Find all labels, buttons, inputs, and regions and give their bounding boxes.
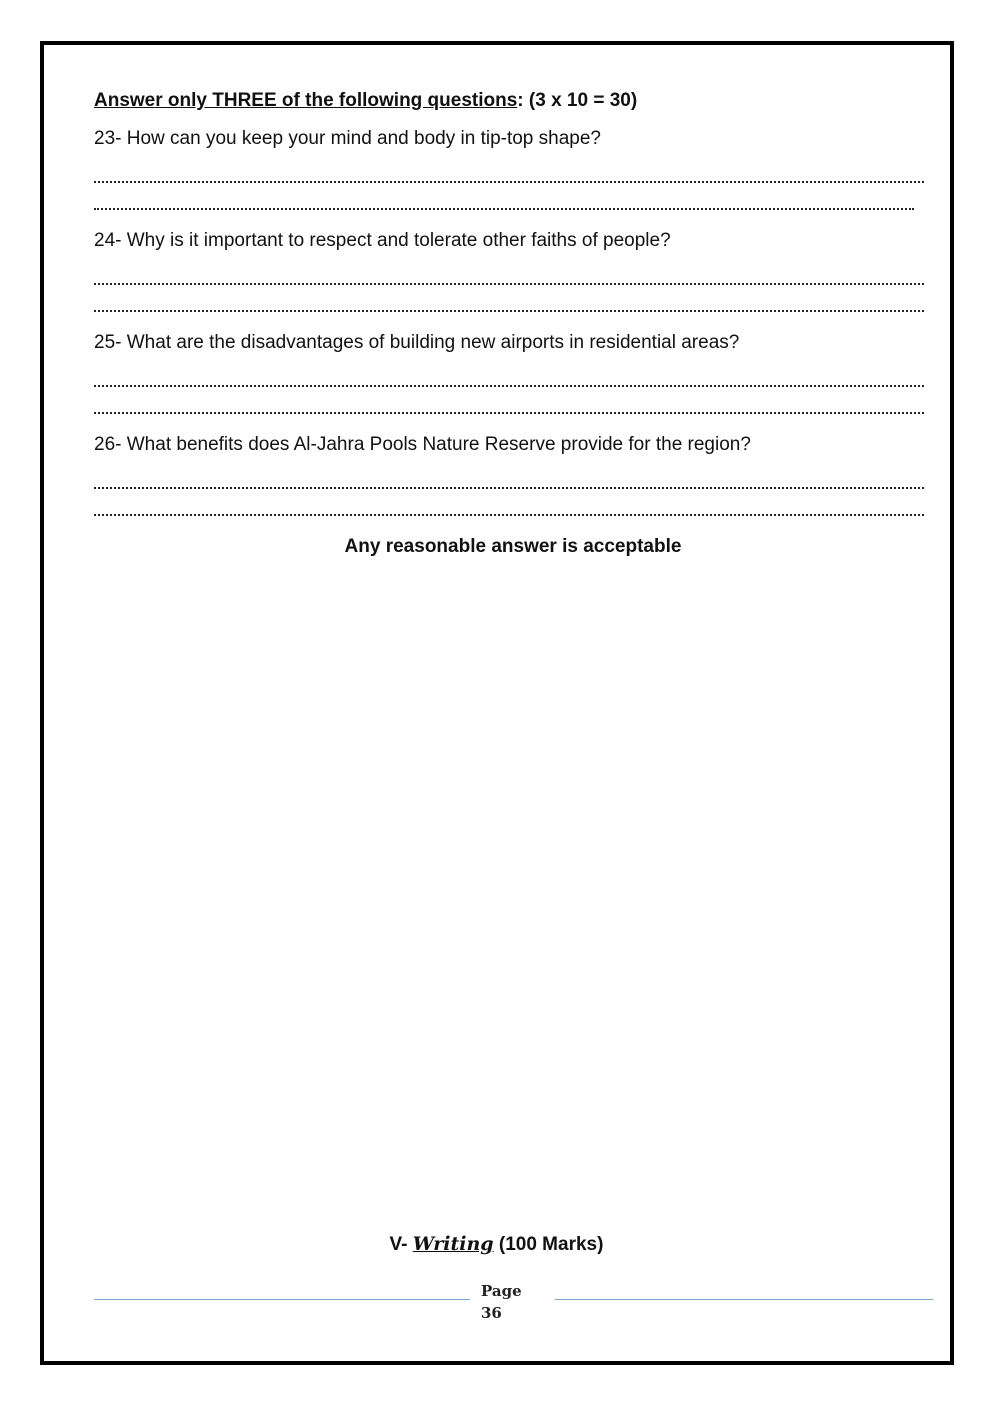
- question-23: [94, 124, 926, 154]
- section-heading-writing: [0, 1233, 993, 1256]
- page-word: Page: [481, 1282, 522, 1300]
- question-25: [94, 328, 926, 358]
- instruction-text: Answer only THREE of the following questions: [94, 90, 518, 111]
- answer-line[interactable]: [94, 168, 924, 183]
- section-marks: (100 Marks): [493, 1234, 604, 1255]
- question-text: Why is it important to respect and tolerate other faiths of people?: [126, 230, 671, 251]
- question-number: 26-: [94, 434, 122, 455]
- question-24: [94, 226, 926, 256]
- question-text: What benefits does Al-Jahra Pools Nature Reserve provide for the region?: [126, 434, 751, 455]
- question-text: How can you keep your mind and body in tip-top shape?: [126, 128, 601, 149]
- answer-area-26[interactable]: [94, 474, 926, 516]
- answer-line[interactable]: [94, 195, 914, 210]
- page-number: 36: [481, 1304, 502, 1322]
- question-number: 23-: [94, 128, 122, 149]
- answer-line[interactable]: [94, 297, 924, 312]
- footer-rule-left: [94, 1299, 470, 1300]
- answer-area-23[interactable]: [94, 168, 926, 210]
- answer-line[interactable]: [94, 372, 924, 387]
- question-26: [94, 430, 926, 460]
- answer-area-24[interactable]: [94, 270, 926, 312]
- question-number: 24-: [94, 230, 122, 251]
- footer-rule-right: [555, 1299, 933, 1300]
- section-prefix: V-: [389, 1234, 413, 1255]
- question-text: What are the disadvantages of building new airports in residential areas?: [126, 332, 740, 353]
- instruction-marks: : (3 x 10 = 30): [517, 90, 638, 111]
- page-number-label: [481, 1280, 522, 1324]
- section-title: Writing: [412, 1233, 494, 1255]
- answer-line[interactable]: [94, 474, 924, 489]
- answer-line[interactable]: [94, 501, 924, 516]
- worksheet-content: [94, 86, 926, 562]
- page-footer: [94, 1280, 934, 1330]
- answer-note: Any reasonable answer is acceptable: [344, 536, 682, 557]
- question-number: 25-: [94, 332, 122, 353]
- answer-line[interactable]: [94, 270, 924, 285]
- answer-area-25[interactable]: [94, 372, 926, 414]
- answer-line[interactable]: [94, 399, 924, 414]
- instruction-line: [94, 86, 926, 116]
